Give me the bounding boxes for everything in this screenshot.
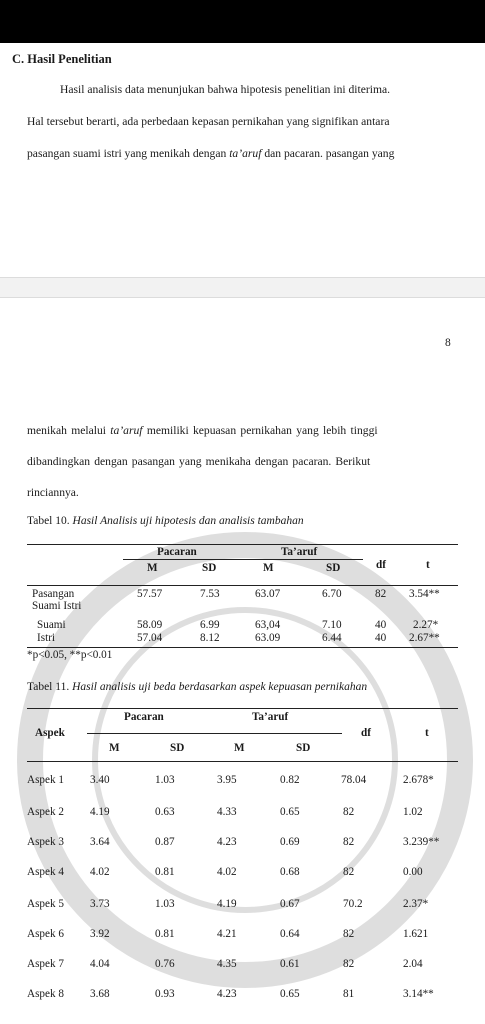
paragraph2-line2: dibandingkan dengan pasangan yang menikaha dengan pacaran. Berikut (27, 455, 371, 468)
paragraph1-line2: Hal tersebut berarti, ada perbedaan kepasan pernikahan yang signifikan antara (27, 115, 390, 128)
paragraph1-line1: Hasil analisis data menunjukan bahwa hipotesis penelitian ini diterima. (60, 83, 391, 96)
table11-header-df: df (361, 727, 371, 739)
table10-header-m: M (147, 562, 158, 574)
table11-header-m2: M (234, 742, 245, 754)
page-number: 8 (445, 337, 451, 349)
table11-header-sd2: SD (296, 742, 311, 754)
table11-header-pacaran: Pacaran (124, 711, 164, 723)
table10-header-pacaran: Pacaran (157, 546, 197, 558)
table10-header-sd: SD (202, 562, 217, 574)
paragraph2-line3: rinciannya. (27, 486, 79, 499)
table10: Pacaran Ta’aruf M SD M SD df t Pasangan 57.57 7.53 63.07 6.70 82 3.54** Suami Istri Suami 58.09 6.99 63,04 7.10 40 2.27* Istri 57.04 8.12 63.09 6.44 40 2.67** *p<0.05, **p<0.01 (27, 544, 458, 664)
table11-header-t: t (425, 727, 429, 739)
table10-note: *p<0.05, **p<0.01 (27, 649, 113, 661)
table10-caption: Tabel 10. Hasil Analisis uji hipotesis dan analisis tambahan (27, 515, 304, 527)
table11-header-aspek: Aspek (35, 727, 65, 739)
paragraph1-line3: pasangan suami istri yang menikah dengan ta’aruf dan pacaran. pasangan yang (27, 147, 395, 160)
table10-header-sd2: SD (326, 562, 341, 574)
table11: Aspek Pacaran Ta’aruf M SD M SD df t Aspek 1 3.40 1.03 3.95 0.82 78.04 2.678* Aspek 2 4.19 0.63 4.33 0.65 82 1.02 Aspek 3 3.64 0.87 4.23 0.69 82 3.239** Aspek 4 4.02 0.81 4.02 0.68 82 0.00 Aspek 5 3.73 1.03 4.19 0.67 70.2 2.37* Aspek 6 3.92 0.81 4.21 0.64 82 1.621 Aspek 7 4.04 0.76 4.35 0.61 82 2.04 Aspek 8 3.68 0.93 4.23 0.65 81 3.14** (27, 708, 458, 1024)
table11-caption: Tabel 11. Hasil analisis uji beda berdasarkan aspek kepuasan pernikahan (27, 681, 368, 693)
table10-header-m2: M (263, 562, 274, 574)
table10-header-taaruf: Ta’aruf (281, 546, 318, 558)
table10-header-t: t (426, 559, 430, 571)
paragraph2-line1: menikah melalui ta’aruf memiliki kepuasan pernikahan yang lebih tinggi (27, 424, 378, 437)
top-black-bar (0, 0, 485, 43)
table11-header-sd: SD (170, 742, 185, 754)
page-break (0, 277, 485, 298)
table10-header-df: df (376, 559, 386, 571)
section-title: C. Hasil Penelitian (12, 52, 112, 66)
table11-header-m: M (109, 742, 120, 754)
table11-header-taaruf: Ta’aruf (252, 711, 289, 723)
